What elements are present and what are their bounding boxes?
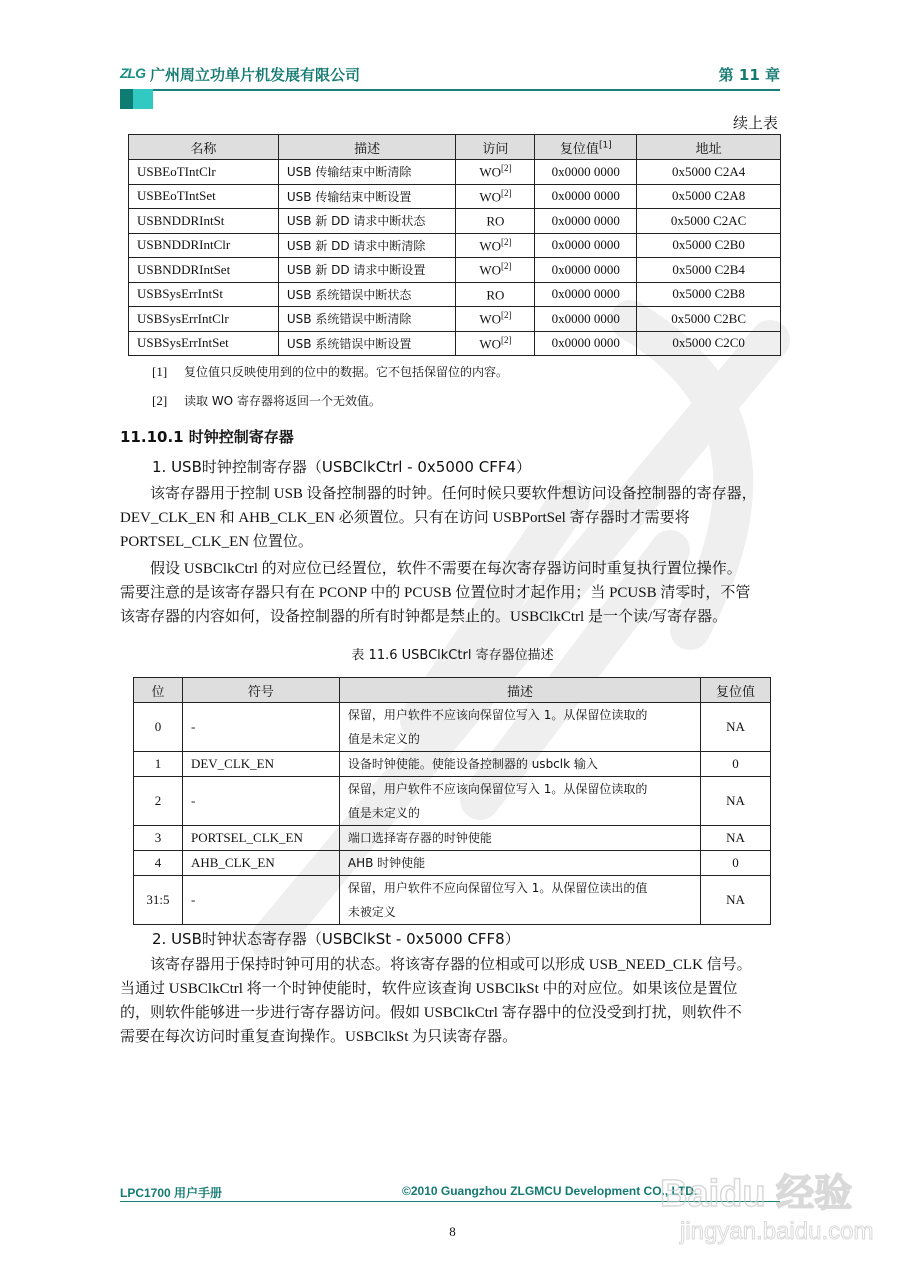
paragraph-1: 该寄存器用于控制 USB 设备控制器的时钟。任何时候只要软件想访问设备控制器的寄存器， DEV_CLK_EN 和 AHB_CLK_EN 必须置位。只有在访问 USBPortSel 寄存器时才需要将 PORTSEL_CLK_EN 位置位。 (120, 486, 757, 550)
copyright: ©2010 Guangzhou ZLGMCU Development CO., LTD. (402, 1184, 698, 1198)
cell-bit: 31:5 (134, 876, 183, 925)
cell-symbol: AHB_CLK_EN (182, 851, 339, 876)
table-row (134, 777, 771, 826)
cell-desc: USB 传输结束中断清除 (278, 160, 456, 185)
cell-name: USBSysErrIntClr (129, 307, 279, 332)
cell-desc: USB 系统错误中断清除 (278, 307, 456, 332)
cell-access: WO[2] (456, 160, 535, 185)
cell-reset-value: NA (701, 703, 771, 752)
cell-access: WO[2] (456, 307, 535, 332)
cell-reset: 0x0000 0000 (535, 160, 637, 185)
col-header-bit: 位 (134, 678, 183, 703)
cell-description: 端口选择寄存器的时钟使能 (339, 826, 700, 851)
cell-desc: USB 传输结束中断设置 (278, 184, 456, 209)
cell-access: RO (456, 209, 535, 234)
subsection-heading-1: 1. USB时钟控制寄存器（USBClkCtrl - 0x5000 CFF4） (152, 458, 531, 476)
cell-reset: 0x0000 0000 (535, 184, 637, 209)
cell-name: USBSysErrIntSet (129, 331, 279, 356)
cell-description: 保留，用户软件不应该向保留位写入 1。从保留位读取的 值是未定义的 (339, 703, 700, 752)
col-header-desc: 描述 (278, 135, 456, 160)
cell-desc: USB 新 DD 请求中断设置 (278, 258, 456, 283)
cell-description: 保留，用户软件不应向保留位写入 1。从保留位读出的值 未被定义 (339, 876, 700, 925)
cell-bit: 1 (134, 752, 183, 777)
cell-desc: USB 系统错误中断状态 (278, 282, 456, 307)
cell-desc: USB 新 DD 请求中断清除 (278, 233, 456, 258)
table-header-row (129, 135, 781, 160)
cell-bit: 3 (134, 826, 183, 851)
footnote-1: [1] 复位值只反映使用到的位中的数据。它不包括保留位的内容。 (152, 364, 509, 379)
cell-reset: 0x0000 0000 (535, 282, 637, 307)
company-logo: ZLG (120, 65, 145, 81)
cell-name: USBEoTIntClr (129, 160, 279, 185)
cell-bit: 0 (134, 703, 183, 752)
cell-name: USBNDDRIntSet (129, 258, 279, 283)
cell-reset: 0x0000 0000 (535, 331, 637, 356)
header-accent-block-dark (120, 89, 133, 109)
cell-symbol: - (182, 876, 339, 925)
col-header-name: 名称 (129, 135, 279, 160)
cell-bit: 2 (134, 777, 183, 826)
paragraph-2: 假设 USBClkCtrl 的对应位已经置位，软件不需要在每次寄存器访问时重复执行置位操作。 需要注意的是该寄存器只有在 PCONP 中的 PCUSB 位置位时才起作用；当 PCUSB 清零时，不管 该寄存器的内容如何，设备控制器的所有时钟都是禁止的。USBClkCtrl 是一个读/写寄存器。 (120, 561, 751, 625)
table-row (129, 331, 781, 356)
manual-title: LPC1700 用户手册 (120, 1186, 223, 1200)
cell-description: AHB 时钟使能 (339, 851, 700, 876)
cell-address: 0x5000 C2A8 (637, 184, 781, 209)
col-header-reset-value: 复位值 (701, 678, 771, 703)
table-continued-label: 续上表 (732, 114, 778, 132)
table-caption: 表 11.6 USBClkCtrl 寄存器位描述 (351, 648, 554, 663)
page-number: 8 (449, 1224, 456, 1239)
table-row (134, 752, 771, 777)
cell-desc: USB 新 DD 请求中断状态 (278, 209, 456, 234)
cell-address: 0x5000 C2C0 (637, 331, 781, 356)
cell-access: WO[2] (456, 184, 535, 209)
cell-description: 保留，用户软件不应该向保留位写入 1。从保留位读取的 值是未定义的 (339, 777, 700, 826)
header-accent-block-light (133, 89, 153, 109)
cell-address: 0x5000 C2AC (637, 209, 781, 234)
cell-access: RO (456, 282, 535, 307)
cell-name: USBEoTIntSet (129, 184, 279, 209)
cell-reset: 0x0000 0000 (535, 233, 637, 258)
cell-access: WO[2] (456, 331, 535, 356)
col-header-description: 描述 (339, 678, 700, 703)
paragraph-3: 该寄存器用于保持时钟可用的状态。将该寄存器的位相或可以形成 USB_NEED_CLK 信号。 当通过 USBClkCtrl 将一个时钟使能时，软件应该查询 USBClkSt 中的对应位。如果该位是置位 的，则软件能够进一步进行寄存器访问。假如 USBClkCtrl 寄存器中的位没受到打扰，则软件不 需要在每次访问时重复查询操作。USBClkSt 为只读寄存器。 (120, 957, 752, 1045)
company-name: 广州周立功单片机发展有限公司 (150, 66, 361, 84)
register-table-continued (128, 134, 781, 356)
table-row (129, 258, 781, 283)
col-header-address: 地址 (637, 135, 781, 160)
cell-reset-value: NA (701, 826, 771, 851)
cell-description: 设备时钟使能。使能设备控制器的 usbclk 输入 (339, 752, 700, 777)
cell-reset: 0x0000 0000 (535, 209, 637, 234)
cell-address: 0x5000 C2B8 (637, 282, 781, 307)
cell-bit: 4 (134, 851, 183, 876)
cell-name: USBSysErrIntSt (129, 282, 279, 307)
table-row (134, 826, 771, 851)
baidu-logo-icon: Baidu 经验 (660, 1173, 853, 1215)
table-row (129, 233, 781, 258)
table-row (129, 209, 781, 234)
cell-address: 0x5000 C2A4 (637, 160, 781, 185)
cell-reset: 0x0000 0000 (535, 307, 637, 332)
cell-name: USBNDDRIntClr (129, 233, 279, 258)
col-header-reset: 复位值[1] (535, 135, 637, 160)
cell-address: 0x5000 C2B4 (637, 258, 781, 283)
col-header-symbol: 符号 (182, 678, 339, 703)
cell-symbol: - (182, 703, 339, 752)
cell-access: WO[2] (456, 258, 535, 283)
table-header-row (134, 678, 771, 703)
table-row (134, 876, 771, 925)
table-row (134, 703, 771, 752)
cell-reset-value: 0 (701, 851, 771, 876)
cell-name: USBNDDRIntSt (129, 209, 279, 234)
table-row (129, 160, 781, 185)
cell-desc: USB 系统错误中断设置 (278, 331, 456, 356)
cell-address: 0x5000 C2BC (637, 307, 781, 332)
baidu-watermark (650, 1150, 900, 1270)
cell-address: 0x5000 C2B0 (637, 233, 781, 258)
table-row (134, 851, 771, 876)
chapter-label: 第 11 章 (718, 66, 780, 84)
cell-reset-value: NA (701, 876, 771, 925)
subsection-heading-2: 2. USB时钟状态寄存器（USBClkSt - 0x5000 CFF8） (152, 930, 520, 948)
table-row (129, 282, 781, 307)
page-header (120, 62, 780, 110)
footnote-2: [2] 读取 WO 寄存器将返回一个无效值。 (152, 393, 381, 408)
table-row (129, 307, 781, 332)
table-row (129, 184, 781, 209)
cell-symbol: PORTSEL_CLK_EN (182, 826, 339, 851)
cell-reset-value: 0 (701, 752, 771, 777)
cell-symbol: DEV_CLK_EN (182, 752, 339, 777)
section-heading: 11.10.1 时钟控制寄存器 (120, 428, 294, 446)
cell-reset-value: NA (701, 777, 771, 826)
bit-description-table (133, 677, 771, 925)
cell-access: WO[2] (456, 233, 535, 258)
cell-reset: 0x0000 0000 (535, 258, 637, 283)
col-header-access: 访问 (456, 135, 535, 160)
header-divider (120, 89, 780, 91)
cell-symbol: - (182, 777, 339, 826)
baidu-url: jingyan.baidu.com (680, 1218, 874, 1245)
